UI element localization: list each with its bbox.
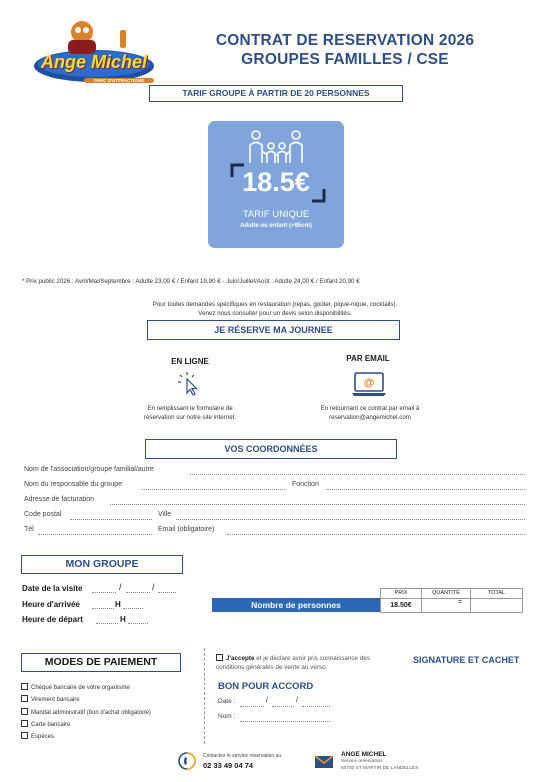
logo: [30, 16, 158, 88]
footer-phone: 02 33 49 04 74: [203, 761, 254, 770]
accord-date-year[interactable]: [302, 706, 330, 707]
paiement-option-cheque[interactable]: [21, 682, 151, 694]
bon-pour-accord-heading: BON POUR ACCORD: [218, 681, 314, 692]
date-slash-2: /: [152, 582, 155, 592]
signature-area[interactable]: [405, 668, 535, 740]
page-title-line2: GROUPES FAMILLES / CSE: [241, 51, 449, 68]
heure-depart-h: H: [120, 615, 126, 624]
email-title: PAR EMAIL: [346, 354, 390, 363]
assoc-field[interactable]: [190, 474, 525, 475]
family-icon: [246, 129, 306, 165]
date-visite-year[interactable]: [158, 592, 176, 593]
email-field[interactable]: [227, 534, 525, 535]
logo-text: Ange Michel: [40, 52, 147, 72]
responsable-field[interactable]: [142, 489, 285, 490]
accord-date-slash-1: /: [266, 697, 268, 704]
online-desc-line1: En remplissant le formulaire de: [147, 405, 233, 412]
paiement-option-mandat[interactable]: [21, 707, 151, 719]
footer-company: ANGE MICHEL: [341, 751, 387, 758]
checkbox[interactable]: [21, 720, 28, 727]
date-slash-1: /: [119, 582, 122, 592]
paiement-option-carte[interactable]: [21, 719, 151, 731]
heure-arrivee-h: H: [115, 600, 121, 609]
svg-text:@: @: [363, 377, 375, 389]
adresse-field[interactable]: [110, 504, 525, 505]
heure-arrivee-hour[interactable]: [92, 608, 114, 609]
price-value: 18.5€: [242, 167, 310, 197]
accord-date-slash-2: /: [296, 697, 298, 704]
table-header-quantite: QUANTITÉ: [421, 588, 471, 599]
date-visite-label: Date de la visite: [22, 584, 83, 593]
paiement-option-label: Carte bancaire: [31, 721, 71, 728]
vertical-divider: [204, 648, 205, 744]
checkbox[interactable]: [21, 708, 28, 715]
footer-company-line3: 50730 ST MARTIN DE LANDELLES: [341, 766, 419, 771]
checkbox[interactable]: [21, 732, 28, 739]
coords-heading: VOS COORDONNÉES: [145, 439, 397, 459]
date-visite-day[interactable]: [92, 592, 116, 593]
online-title: EN LIGNE: [171, 357, 209, 366]
ville-label: Ville: [158, 511, 172, 518]
heure-depart-hour[interactable]: [96, 623, 118, 624]
accept-checkbox[interactable]: [216, 654, 223, 661]
paiement-option-virement[interactable]: [21, 694, 151, 706]
footer-contact-line: Contactez le service réservation au: [203, 753, 282, 759]
ville-field[interactable]: [176, 519, 525, 520]
table-header-total: TOTAL: [470, 588, 523, 599]
restauration-note-line2: Venez nous consulter pour un devis selon disponibilités.: [198, 310, 352, 317]
accord-date-label: Date :: [218, 698, 236, 705]
accord-nom-field[interactable]: [240, 721, 330, 722]
checkbox[interactable]: [21, 695, 28, 702]
responsable-label: Nom du responsable du groupe: [24, 481, 123, 488]
footer-company-line2: Service réservation: [341, 759, 383, 764]
email-desc-line2: reservation@angemichel.com: [329, 414, 411, 421]
accept-bold: J'accepte: [226, 655, 255, 662]
paiement-option-label: Virement bancaire: [31, 697, 80, 704]
accept-conditions[interactable]: [216, 654, 396, 672]
page-title-line1: CONTRAT DE RESERVATION 2026: [215, 32, 475, 49]
group-table: [212, 588, 522, 613]
price-sublabel: Adulte ou enfant (+95cm): [240, 223, 312, 229]
tarif-banner: TARIF GROUPE À PARTIR DE 20 PERSONNES: [149, 85, 403, 102]
paiement-option-label: Espèces: [31, 734, 55, 741]
fonction-label: Fonction: [292, 481, 319, 488]
heure-depart-min[interactable]: [128, 623, 148, 624]
online-desc-line2: réservation sur notre site internet.: [143, 414, 237, 421]
phone-icon: [178, 752, 196, 770]
nombre-personnes-label: Nombre de personnes: [212, 598, 380, 612]
accord-nom-label: Nom :: [218, 713, 236, 720]
nombre-personnes-price: 18.50€: [380, 598, 422, 613]
nombre-personnes-total[interactable]: [470, 598, 523, 613]
price-label: TARIF UNIQUE: [242, 209, 310, 220]
adresse-label: Adresse de facturation: [24, 496, 95, 503]
cp-field[interactable]: [70, 519, 152, 520]
accept-text: et je déclare avoir pris connaissance des conditions générales de vente au verso.: [216, 655, 370, 671]
cursor-click-icon[interactable]: [178, 371, 202, 397]
email-label: Email (obligatoire): [158, 526, 215, 533]
email-laptop-icon[interactable]: [352, 371, 386, 397]
groupe-heading: MON GROUPE: [21, 555, 183, 574]
signature-heading: SIGNATURE ET CACHET: [413, 655, 520, 665]
reserve-heading: JE RÉSERVE MA JOURNEE: [147, 320, 400, 340]
restauration-note-line1: Pour toutes demandes spécifiques en restauration (repas, goûter, pique-nique, cocktails).: [152, 301, 398, 308]
heure-arrivee-label: Heure d'arrivée: [22, 600, 80, 609]
table-header-prix: PRIX: [380, 588, 422, 599]
paiement-option-especes[interactable]: [21, 731, 151, 743]
logo-subtext: PARC D'ATTRACTIONS: [84, 78, 154, 83]
accord-date-day[interactable]: [240, 706, 264, 707]
email-desc-line1: En retournant ce contrat par email à: [320, 405, 420, 412]
heure-depart-label: Heure de départ: [22, 615, 83, 624]
nombre-personnes-equals: =: [458, 599, 463, 606]
paiement-options: [21, 682, 151, 743]
tel-field[interactable]: [38, 534, 152, 535]
fonction-field[interactable]: [327, 489, 525, 490]
checkbox[interactable]: [21, 683, 28, 690]
paiement-option-label: Mandat administratif (bon d'achat obligatoire): [31, 709, 151, 716]
heure-arrivee-min[interactable]: [123, 608, 143, 609]
paiement-option-label: Chèque bancaire de votre organisme: [31, 685, 130, 691]
cp-label: Code postal: [24, 511, 62, 518]
tel-label: Tél: [24, 526, 34, 533]
public-price-note: * Prix public 2026 : Avril/Mai/Septembre : Adulte 23,00 € / Enfant 19,90 € - Juin/Juillet/Août : Adulte 24,00 € / Enfant 20,90 €: [22, 278, 360, 285]
accord-date-month[interactable]: [272, 706, 294, 707]
nombre-personnes-quantity[interactable]: [421, 598, 471, 613]
date-visite-month[interactable]: [126, 592, 150, 593]
paiement-heading: MODES DE PAIEMENT: [21, 653, 181, 672]
envelope-icon: [314, 754, 334, 769]
price-card: [208, 121, 344, 248]
assoc-label: Nom de l'association/groupe familial/autre: [24, 466, 154, 473]
